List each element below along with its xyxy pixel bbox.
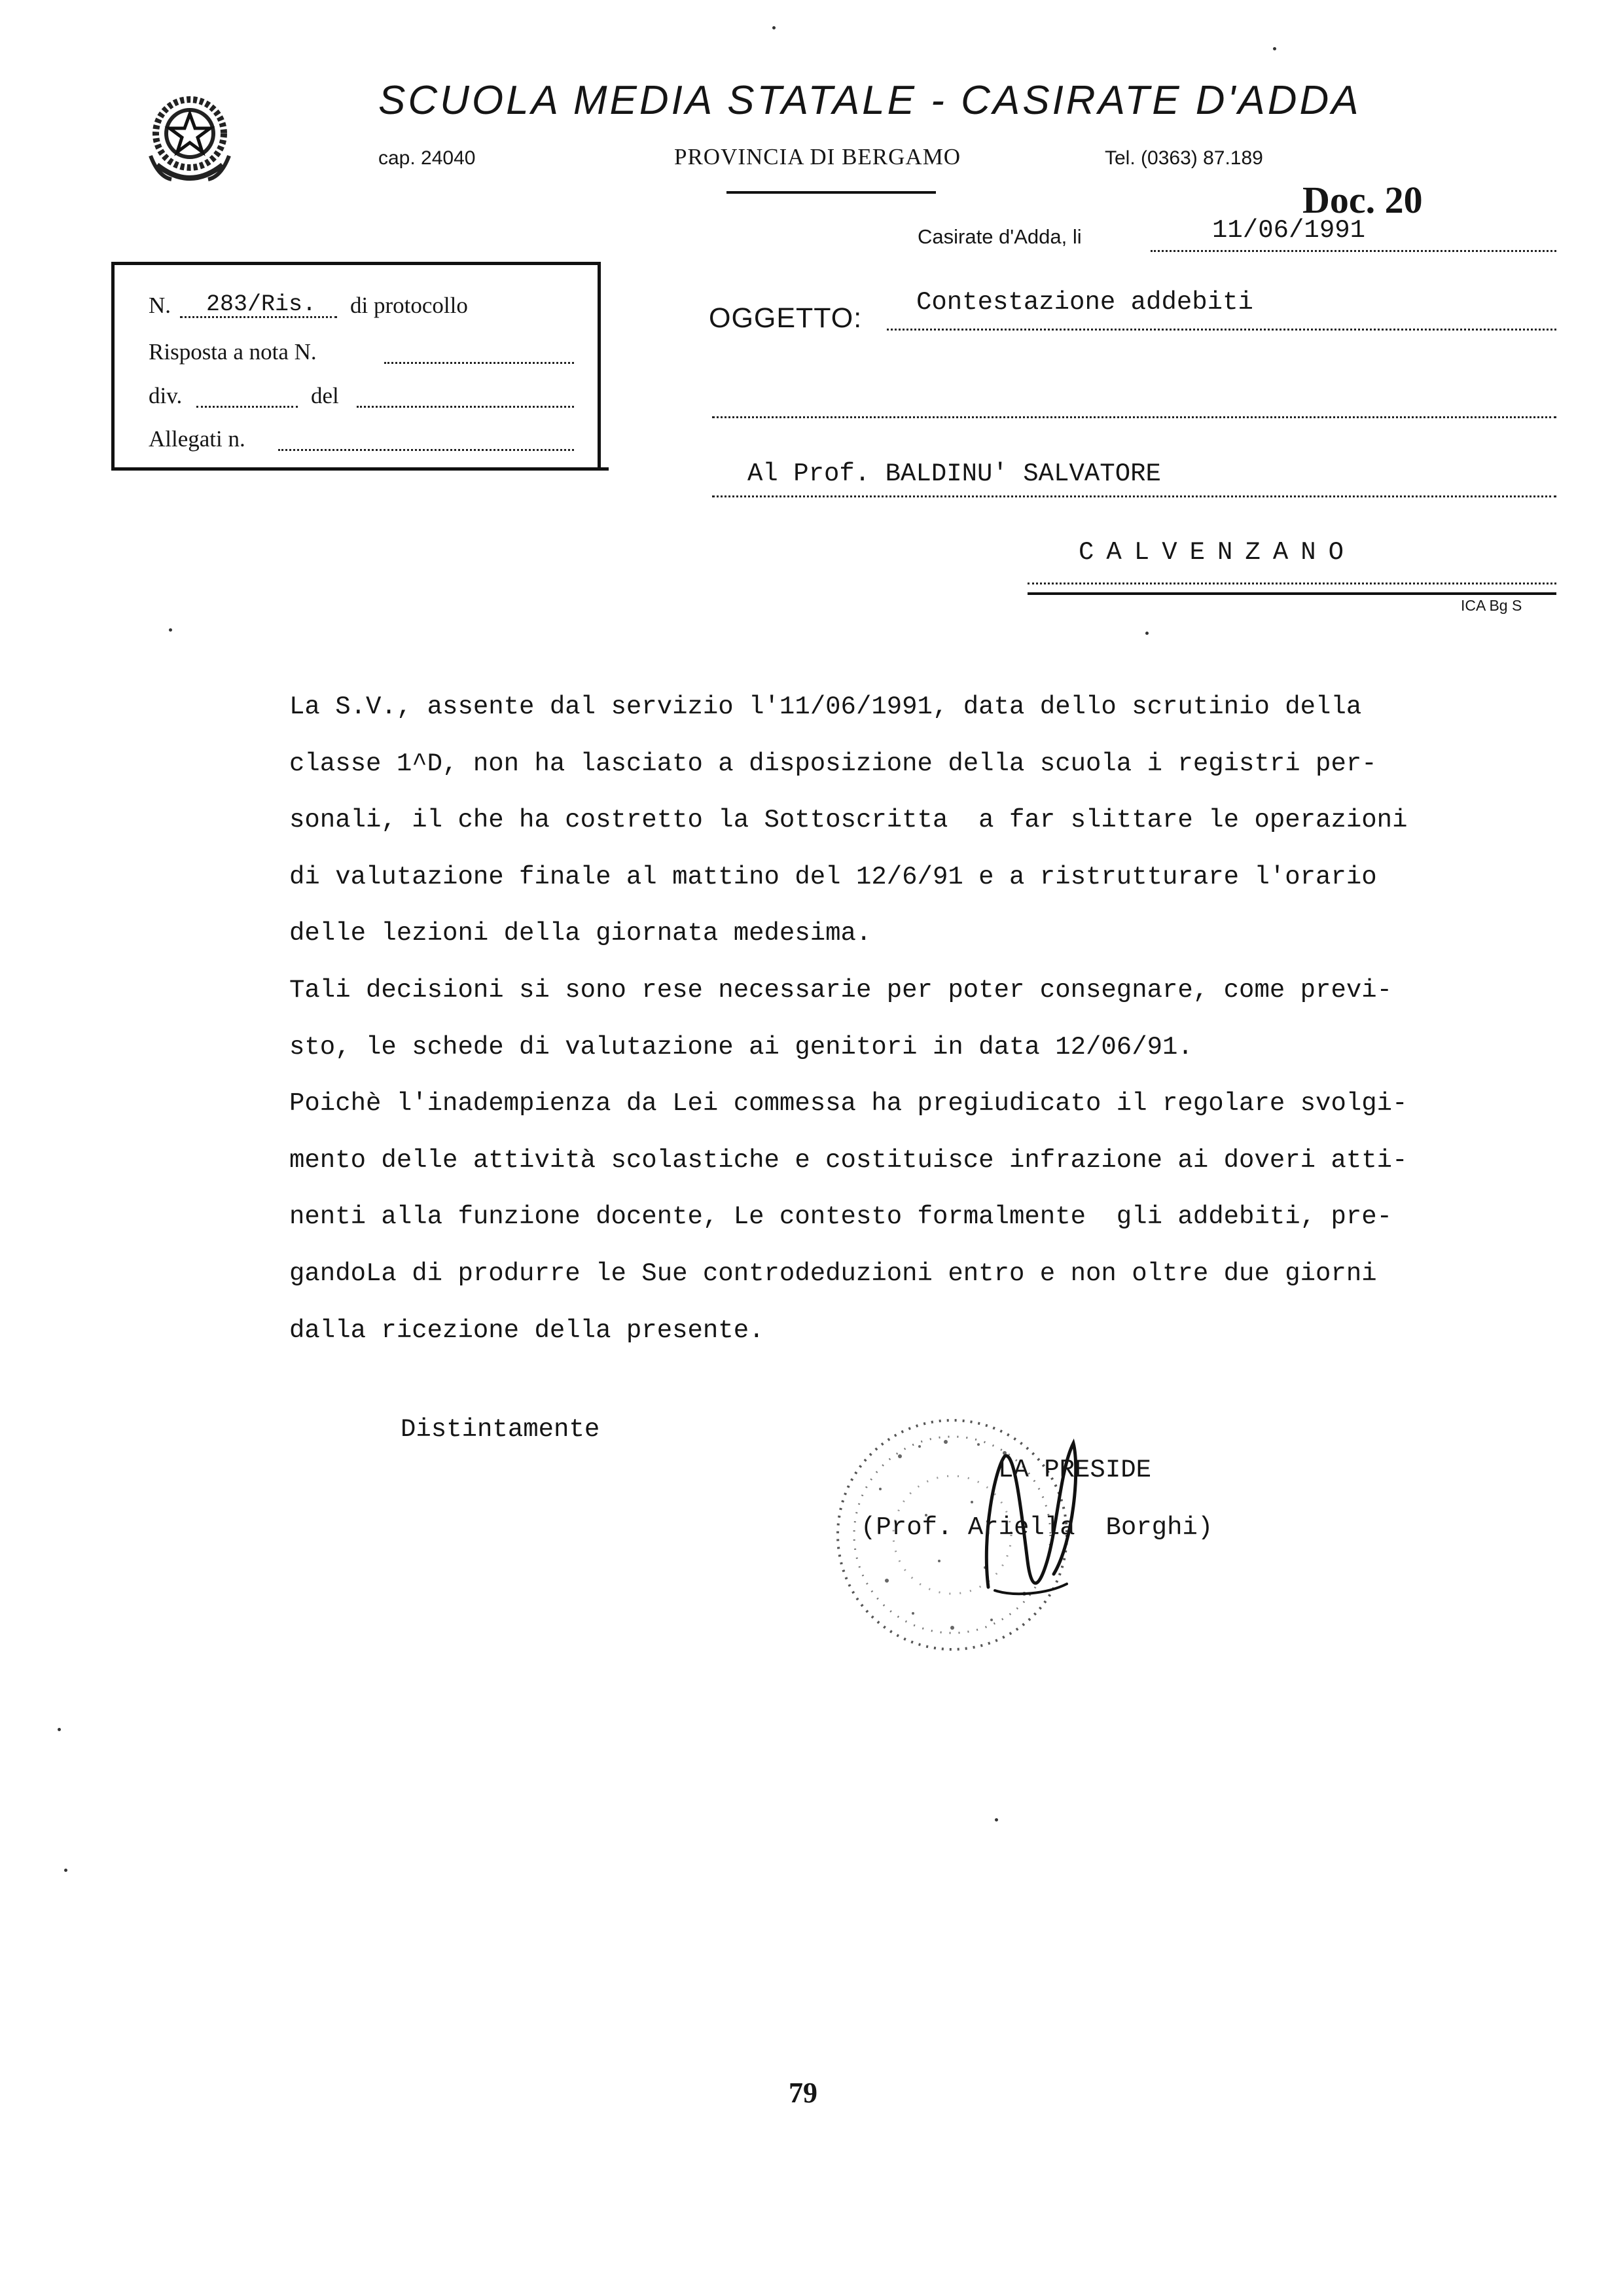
signatory-title: LA PRESIDE <box>998 1456 1152 1484</box>
school-name: SCUOLA MEDIA STATALE - CASIRATE D'ADDA <box>378 78 1361 123</box>
closing-greeting: Distintamente <box>401 1415 600 1444</box>
body-line: Poichè l'inadempienza da Lei commessa ha pregiudicato il regolare svolgi- <box>289 1089 1408 1118</box>
body-line: mento delle attività scolastiche e costituisce infrazione ai doveri atti- <box>289 1146 1408 1175</box>
protocol-box <box>111 262 601 470</box>
body-line: delle lezioni della giornata medesima. <box>289 919 872 948</box>
addressee-line <box>712 495 1556 497</box>
del-label: del <box>311 383 339 408</box>
subject-line <box>887 329 1556 331</box>
office-code: ICA Bg S <box>1461 597 1522 614</box>
date-value: 11/06/1991 <box>1212 216 1366 245</box>
scan-speck <box>1273 47 1276 50</box>
scan-speck <box>1145 632 1149 635</box>
protocol-n-value: 283/Ris. <box>206 291 317 317</box>
province: PROVINCIA DI BERGAMO <box>674 144 961 170</box>
body-line: di valutazione finale al mattino del 12/6/91 e a ristrutturare l'orario <box>289 863 1377 891</box>
body-line: sto, le schede di valutazione ai genitori in data 12/06/91. <box>289 1033 1193 1062</box>
scan-speck <box>772 26 776 29</box>
body-line: classe 1^D, non ha lasciato a disposizione della scuola i registri per- <box>289 749 1377 778</box>
addressee: Al Prof. BALDINU' SALVATORE <box>747 459 1161 488</box>
province-underline <box>726 191 936 194</box>
postal-code: cap. 24040 <box>378 147 476 169</box>
div-label: div. <box>149 383 183 408</box>
scan-speck <box>169 628 172 632</box>
subject-line-2 <box>712 416 1556 418</box>
subject-value: Contestazione addebiti <box>916 288 1253 317</box>
body-line: dalla ricezione della presente. <box>289 1316 764 1345</box>
subject-label: OGGETTO: <box>709 302 863 334</box>
scan-speck <box>58 1728 61 1731</box>
city-rule <box>1028 592 1556 595</box>
allegati-label: Allegati n. <box>149 426 245 452</box>
scan-speck <box>64 1869 67 1872</box>
del-line <box>357 406 574 408</box>
body-line: Tali decisioni si sono rese necessarie per poter consegnare, come previ- <box>289 976 1393 1005</box>
telephone: Tel. (0363) 87.189 <box>1105 147 1263 169</box>
city-line <box>1028 583 1556 584</box>
emblem-icon <box>145 93 234 191</box>
scan-speck <box>995 1818 998 1821</box>
risposta-line <box>384 362 574 364</box>
protocol-n-suffix: di protocollo <box>350 293 468 318</box>
body-line: sonali, il che ha costretto la Sottoscritta a far slittare le operazioni <box>289 806 1408 834</box>
protocol-box-bottom-rule <box>111 467 609 471</box>
body-line: La S.V., assente dal servizio l'11/06/1991, data dello scrutinio della <box>289 692 1362 721</box>
allegati-line <box>278 449 574 451</box>
body-line: gandoLa di produrre le Sue controdeduzioni entro e non oltre due giorni <box>289 1259 1377 1288</box>
page-number: 79 <box>789 2077 817 2109</box>
signatory-name: (Prof. Ariella Borghi) <box>861 1513 1213 1542</box>
div-line <box>196 406 298 408</box>
addressee-city: CALVENZANO <box>1079 538 1357 567</box>
protocol-n-prefix: N. <box>149 293 171 318</box>
body-line: nenti alla funzione docente, Le contesto formalmente gli addebiti, pre- <box>289 1202 1393 1231</box>
date-label: Casirate d'Adda, li <box>918 225 1082 248</box>
document-number: Doc. 20 <box>1302 179 1423 221</box>
risposta-label: Risposta a nota N. <box>149 339 317 365</box>
